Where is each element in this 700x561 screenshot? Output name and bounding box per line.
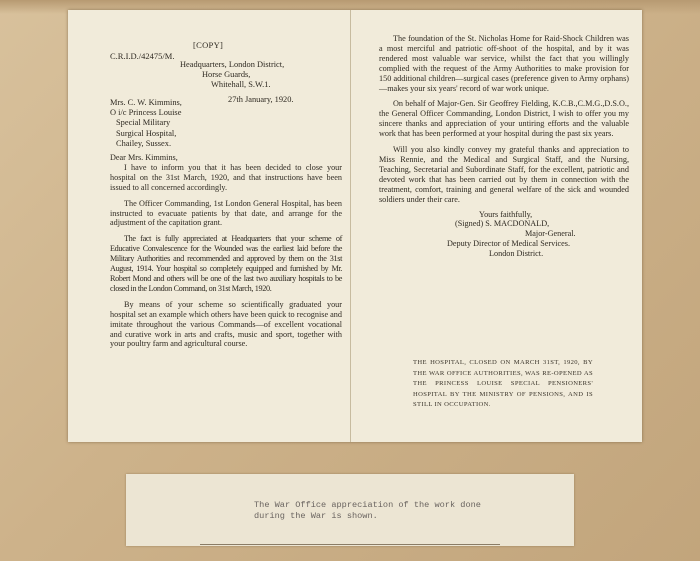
caption-rule xyxy=(200,544,500,545)
hospital-note: THE HOSPITAL, CLOSED ON MARCH 31ST, 1920, BY THE WAR OFFICE AUTHORITIES, WAS RE-OPENED AS THE PRINCESS LOUISE SPECIAL PENSIONERS' HOSPITAL BY THE MINISTRY OF PENSIONS, AND IS STILL IN OCCUPATION. xyxy=(413,359,593,408)
closing-block xyxy=(379,210,629,260)
letter-right-page xyxy=(351,10,642,442)
body-paragraph: I have to inform you that it has been decided to close your hospital on the 31st March, 1920, and that instructions have been issued to all concerned accordingly. xyxy=(110,162,342,192)
hq-line: Whitehall, S.W.1. xyxy=(211,80,271,89)
valediction: Yours faithfully, xyxy=(479,209,533,219)
addressee-block xyxy=(110,98,182,149)
body-paragraph: The foundation of the St. Nicholas Home for Raid-Shock Children was a most merciful and patriotic off-shoot of the hospital, and by it was rendered most valuable war service, whilst the fact that you willingly complied with the request of the Army Authorities to make provision for 150 additional children—surgical cases (preference given to Army orphans)—makes your six years' record of war work unique. xyxy=(379,34,629,93)
addressee-line: Mrs. C. W. Kimmins, xyxy=(110,98,182,107)
caption-line: The War Office appreciation of the work done xyxy=(254,500,481,510)
letter-left-page xyxy=(68,10,350,442)
body-paragraph: Will you also kindly convey my grateful thanks and appreciation to Miss Rennie, and the Medical and Surgical Staff, and the Nursing, Teaching, Secretarial and Subordinate Staff, for the excellent, patriotic and devoted work that has been carried out by them in connection with the treatment, comfort, training and general welfare of the sick and wounded soldiers under their care. xyxy=(379,145,629,204)
caption-line: during the War is shown. xyxy=(254,511,378,521)
addressee-line: Chailey, Sussex. xyxy=(116,138,172,148)
caption-card xyxy=(126,474,574,546)
letter-body-left xyxy=(110,153,342,355)
addressee-line: O i/c Princess Louise xyxy=(110,108,182,118)
addressee-line: Special Military xyxy=(116,118,171,128)
typed-caption xyxy=(254,500,534,522)
signatory-district: London District. xyxy=(489,249,544,259)
salutation: Dear Mrs. Kimmins, xyxy=(110,153,178,162)
signatory-title: Deputy Director of Medical Services. xyxy=(447,239,570,249)
hq-line: Headquarters, London District, xyxy=(180,60,285,69)
hq-line: Horse Guards, xyxy=(202,70,251,79)
letter-document xyxy=(68,10,642,442)
headquarters-address xyxy=(180,60,340,90)
signatory-rank: Major-General. xyxy=(525,229,576,239)
letter-body-right xyxy=(379,34,629,259)
signature: (Signed) S. MACDONALD, xyxy=(455,219,550,229)
copy-mark: [COPY] xyxy=(193,40,224,50)
body-paragraph: The fact is fully appreciated at Headquarters that your scheme of Educative Convalescence for the Wounded was the earliest laid before the Military Authorities and recommended and approved by them on the 31st August, 1914. Your hospital so completely equipped and furnished by Mr. Robert Mond and others will be one of the last two auxiliary hospitals to be closed in the London Command, on 31st March, 1920. xyxy=(110,234,342,293)
body-paragraph: On behalf of Major-Gen. Sir Geoffrey Fielding, K.C.B.,C.M.G.,D.S.O., the General Officer Commanding, London District, I wish to offer you my sincere thanks and appreciation of your untiring efforts and the valuable work that has been performed at your hospital during the past six years. xyxy=(379,99,629,139)
letter-date: 27th January, 1920. xyxy=(228,95,294,104)
reference-number: C.R.I.D./42475/M. xyxy=(110,51,175,61)
body-paragraph: The Officer Commanding, 1st London General Hospital, has been instructed to evacuate patients by that date, and arrange for the adjustment of the capitation grant. xyxy=(110,198,342,228)
body-paragraph: By means of your scheme so scientifically graduated your hospital set an example which others have been quick to recognise and imitate throughout the various Commands—of excellent vocational and curative work in arts and crafts, music and sport, together with your poultry farm and agricultural course. xyxy=(110,299,342,349)
addressee-line: Surgical Hospital, xyxy=(116,128,177,138)
